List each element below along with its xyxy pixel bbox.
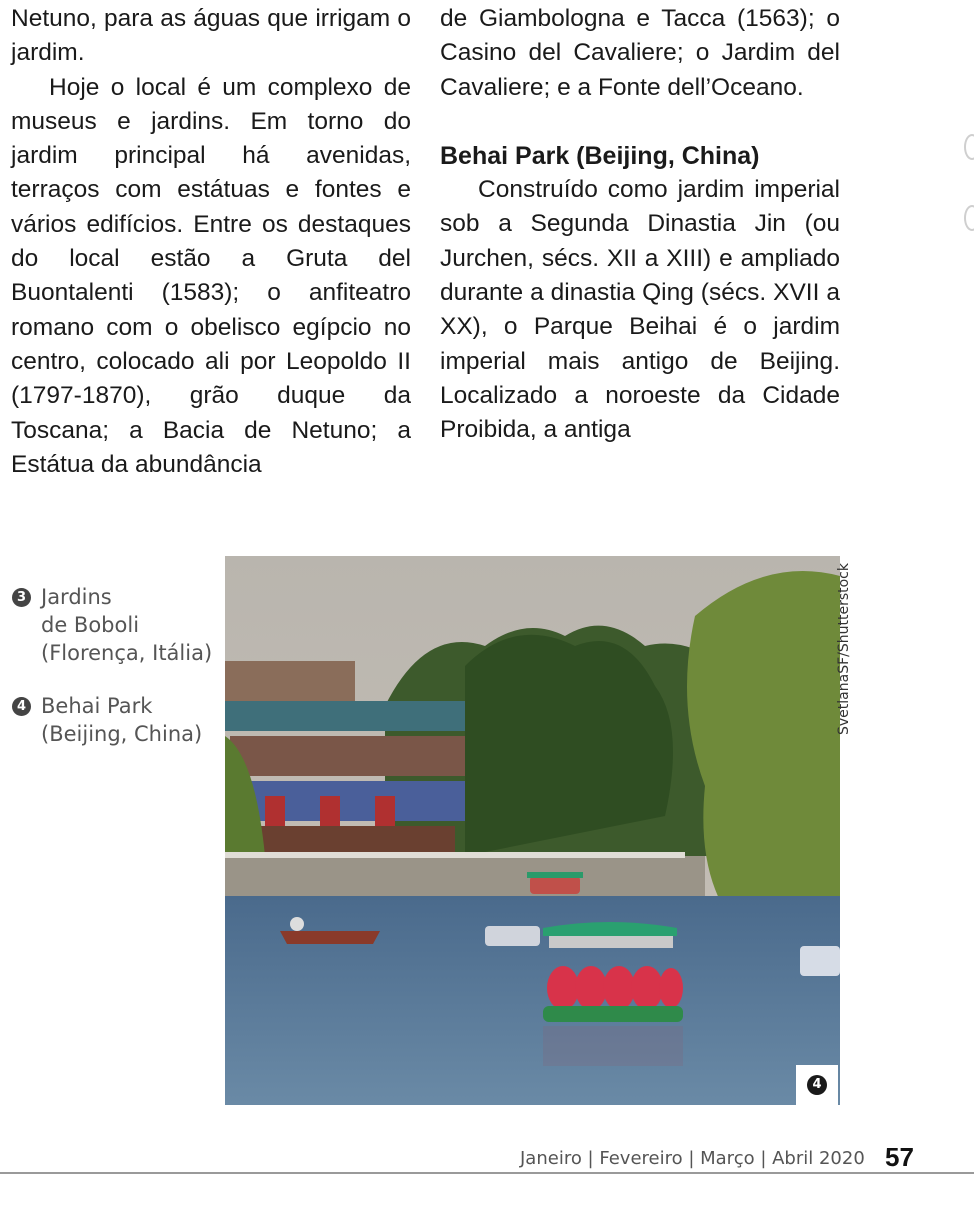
lake-scene-illustration bbox=[225, 556, 840, 1105]
photo-captions bbox=[12, 583, 217, 773]
behai-park-photo bbox=[225, 556, 840, 1105]
caption-line: de Boboli bbox=[41, 613, 140, 637]
photo-number-badge: 4 bbox=[807, 1075, 827, 1095]
caption-line: (Florença, Itália) bbox=[41, 641, 213, 665]
caption-line: (Beijing, China) bbox=[41, 722, 203, 746]
page-number: 57 bbox=[885, 1142, 914, 1172]
caption-number-badge: 3 bbox=[12, 588, 31, 607]
caption-text bbox=[41, 583, 212, 667]
caption-number-badge: 4 bbox=[12, 697, 31, 716]
page-edge-mark bbox=[964, 205, 974, 231]
caption-text bbox=[41, 692, 202, 748]
photo-credit: SvetlanaSF/Shutterstock bbox=[836, 563, 852, 735]
caption-line: Jardins bbox=[41, 585, 112, 609]
footer-rule bbox=[0, 1172, 974, 1174]
page-edge-mark bbox=[964, 134, 974, 160]
section-spacer bbox=[440, 105, 840, 139]
photo-badge bbox=[796, 1065, 838, 1105]
right-paragraph-intro: de Giambologna e Tacca (1563); o Casino del Cavaliere; o Jardim del Cavaliere; e a Fonte dell’Oceano. bbox=[440, 5, 840, 101]
caption-3 bbox=[12, 583, 217, 667]
left-paragraph-1: Netuno, para as águas que irrigam o jardim. bbox=[11, 5, 411, 67]
caption-4 bbox=[12, 692, 217, 748]
section-heading: Behai Park (Beijing, China) bbox=[440, 141, 760, 170]
article-right-column bbox=[440, 2, 840, 448]
article-left-column bbox=[11, 2, 411, 482]
footer-issue-date: Janeiro | Fevereiro | Março | Abril 2020 bbox=[520, 1148, 865, 1169]
caption-line: Behai Park bbox=[41, 694, 153, 718]
section-body: Construído como jardim imperial sob a Segunda Dinastia Jin (ou Jurchen, sécs. XII a XIII) e ampliado durante a dinastia Qing (sécs. XVII a XX), o Parque Beihai é o jardim imperial mais antigo de Beijing. Localizado a noroeste da Cidade Proibida, a antiga bbox=[440, 176, 840, 444]
left-paragraph-2: Hoje o local é um complexo de museus e jardins. Em torno do jardim principal há avenidas, terraços com estátuas e fontes e vários edifícios. Entre os destaques do local estão a Gruta del Buontalenti (1583); o anfiteatro romano com o obelisco egípcio no centro, colocado ali por Leopoldo II (1797-1870), grão duque da Toscana; a Bacia de Netuno; a Estátua da abundância bbox=[11, 73, 411, 478]
